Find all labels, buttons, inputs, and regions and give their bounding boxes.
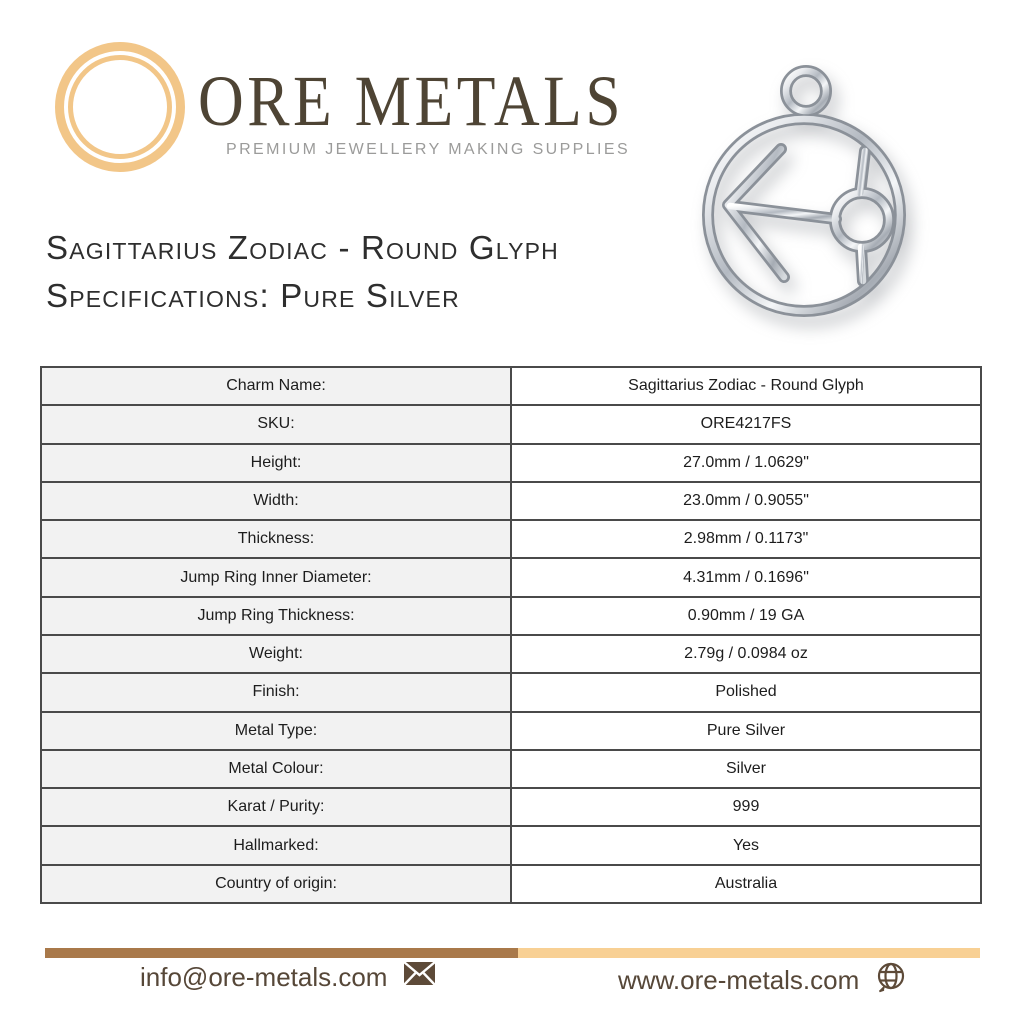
email-link[interactable] — [140, 961, 436, 993]
table-row — [41, 482, 981, 520]
spec-value-cell: ORE4217FS — [511, 405, 981, 443]
spec-value-cell: 2.79g / 0.0984 oz — [511, 635, 981, 673]
table-row — [41, 673, 981, 711]
spec-value-cell: 999 — [511, 788, 981, 826]
table-row — [41, 597, 981, 635]
spec-label-cell: Height: — [41, 444, 511, 482]
spec-value-cell: Polished — [511, 673, 981, 711]
spec-value-cell: Silver — [511, 750, 981, 788]
spec-value-cell: 23.0mm / 0.9055" — [511, 482, 981, 520]
spec-label-cell: SKU: — [41, 405, 511, 443]
spec-value-cell: 4.31mm / 0.1696" — [511, 558, 981, 596]
table-row — [41, 367, 981, 405]
spec-label-cell: Charm Name: — [41, 367, 511, 405]
spec-label-cell: Thickness: — [41, 520, 511, 558]
brand-tagline: PREMIUM JEWELLERY MAKING SUPPLIES — [226, 141, 631, 158]
envelope-icon — [403, 961, 436, 993]
spec-label-cell: Weight: — [41, 635, 511, 673]
spec-value-cell: 27.0mm / 1.0629" — [511, 444, 981, 482]
spec-value-cell: 2.98mm / 0.1173" — [511, 520, 981, 558]
table-row — [41, 635, 981, 673]
title-block — [46, 224, 559, 320]
spec-label-cell: Karat / Purity: — [41, 788, 511, 826]
product-subtitle: Specifications: Pure Silver — [46, 277, 460, 314]
table-row — [41, 712, 981, 750]
spec-value-cell: Yes — [511, 826, 981, 864]
spec-label-cell: Hallmarked: — [41, 826, 511, 864]
email-text: info@ore-metals.com — [140, 961, 388, 992]
spec-label-cell: Jump Ring Inner Diameter: — [41, 558, 511, 596]
table-row — [41, 520, 981, 558]
table-row — [41, 865, 981, 903]
spec-label-cell: Metal Type: — [41, 712, 511, 750]
website-link[interactable] — [618, 961, 907, 1000]
spec-label-cell: Country of origin: — [41, 865, 511, 903]
spec-value-cell: Australia — [511, 865, 981, 903]
spec-label-cell: Metal Colour: — [41, 750, 511, 788]
spec-label-cell: Jump Ring Thickness: — [41, 597, 511, 635]
brand-ring-icon — [55, 42, 185, 172]
table-row — [41, 788, 981, 826]
spec-label-cell: Finish: — [41, 673, 511, 711]
specifications-table — [40, 366, 982, 904]
specifications-table-body — [41, 367, 981, 903]
table-row — [41, 750, 981, 788]
sagittarius-charm-icon — [690, 45, 990, 345]
divider-brown-segment — [45, 948, 518, 958]
footer-divider — [45, 948, 980, 958]
product-title: Sagittarius Zodiac - Round Glyph — [46, 229, 559, 266]
globe-icon — [875, 961, 907, 1000]
spec-value-cell: Sagittarius Zodiac - Round Glyph — [511, 367, 981, 405]
table-row — [41, 826, 981, 864]
table-row — [41, 558, 981, 596]
spec-label-cell: Width: — [41, 482, 511, 520]
website-text: www.ore-metals.com — [618, 965, 860, 995]
brand-name: ORE METALS — [198, 61, 625, 141]
spec-value-cell: Pure Silver — [511, 712, 981, 750]
divider-gold-segment — [518, 948, 980, 958]
table-row — [41, 405, 981, 443]
spec-value-cell: 0.90mm / 19 GA — [511, 597, 981, 635]
product-image — [690, 45, 990, 345]
table-row — [41, 444, 981, 482]
